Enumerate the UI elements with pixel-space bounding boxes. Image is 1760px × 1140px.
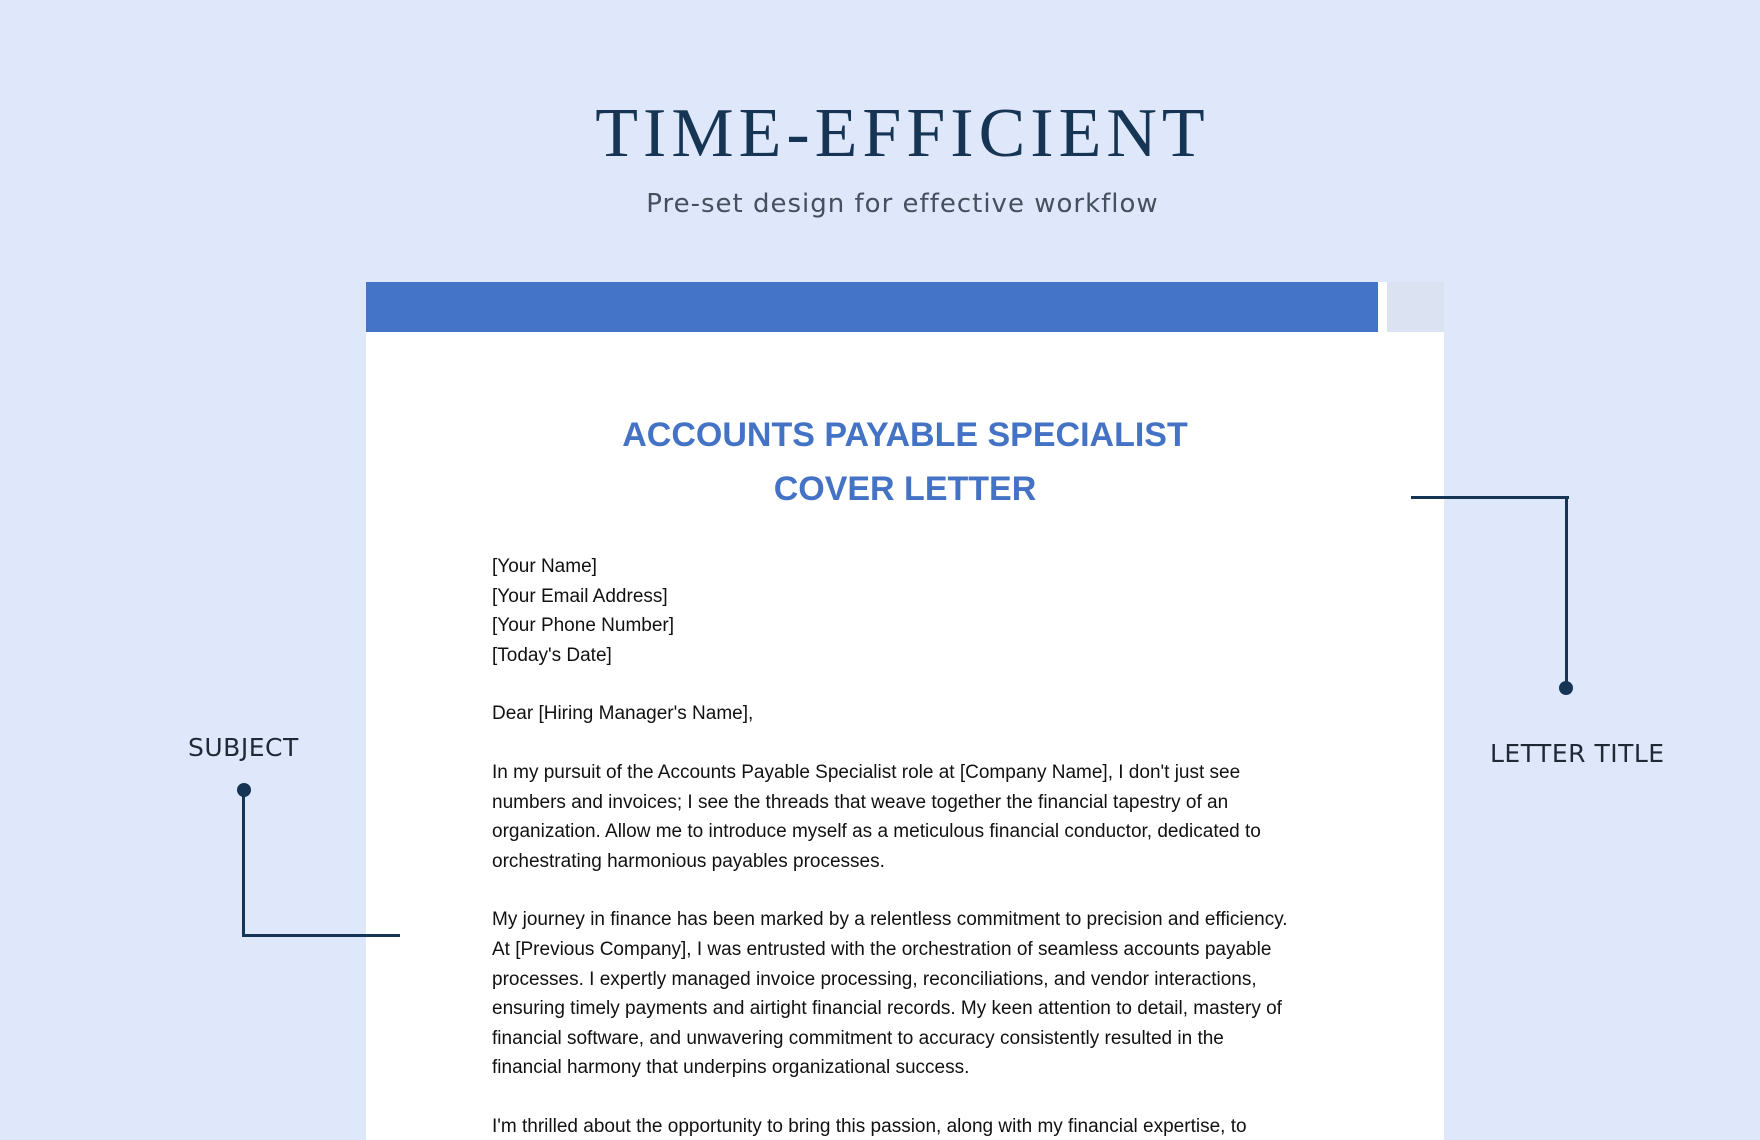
letter-title-line-1: ACCOUNTS PAYABLE SPECIALIST — [622, 416, 1188, 454]
sender-email: [Your Email Address] — [492, 585, 668, 607]
letter-title-label: LETTER TITLE — [1490, 739, 1665, 768]
page-subtitle: Pre-set design for effective workflow — [646, 189, 1159, 219]
title-connector-vertical — [1565, 496, 1568, 686]
page-title: TIME-EFFICIENT — [595, 95, 1210, 172]
document-header-tab — [1387, 282, 1444, 332]
title-connector-dot — [1559, 681, 1573, 695]
subject-connector-vertical — [242, 790, 245, 937]
subject-connector-horizontal — [242, 934, 400, 937]
sender-address-block — [492, 552, 1342, 670]
body-paragraph-3: I'm thrilled about the opportunity to bring this passion, along with my financial expertise, to — [492, 1115, 1247, 1137]
title-connector-horizontal — [1411, 496, 1569, 499]
letter-date: [Today's Date] — [492, 644, 612, 666]
sender-name: [Your Name] — [492, 556, 597, 577]
body-paragraph-2: My journey in finance has been marked by a relentless commitment to precision and efficiency. At [Previous Company], I was entrusted with the orchestration of seamless accounts payable processes. I expertly managed invoice processing, reconciliations, and vendor interactions, ensuring timely payments and airtight financial records. My keen attention to detail, mastery of financial software, and unwavering commitment to accuracy consistently resulted in the financial harmony that underpins organizational success. — [492, 909, 1288, 1079]
letter-title-line-2: COVER LETTER — [773, 470, 1037, 508]
letter-title — [366, 408, 1444, 516]
letter-body — [492, 552, 1342, 1140]
sender-phone: [Your Phone Number] — [492, 615, 675, 637]
document-header-bar — [366, 282, 1378, 332]
salutation: Dear [Hiring Manager's Name], — [492, 703, 754, 725]
document-preview — [366, 282, 1444, 1140]
subject-label: SUBJECT — [188, 733, 299, 762]
body-paragraph-1: In my pursuit of the Accounts Payable Specialist role at [Company Name], I don't just see numbers and invoices; I see the threads that weave together the financial tapestry of an organization. Allow me to introduce myself as a meticulous financial conductor, dedicated to orchestrating harmonious payables processes. — [492, 761, 1261, 872]
